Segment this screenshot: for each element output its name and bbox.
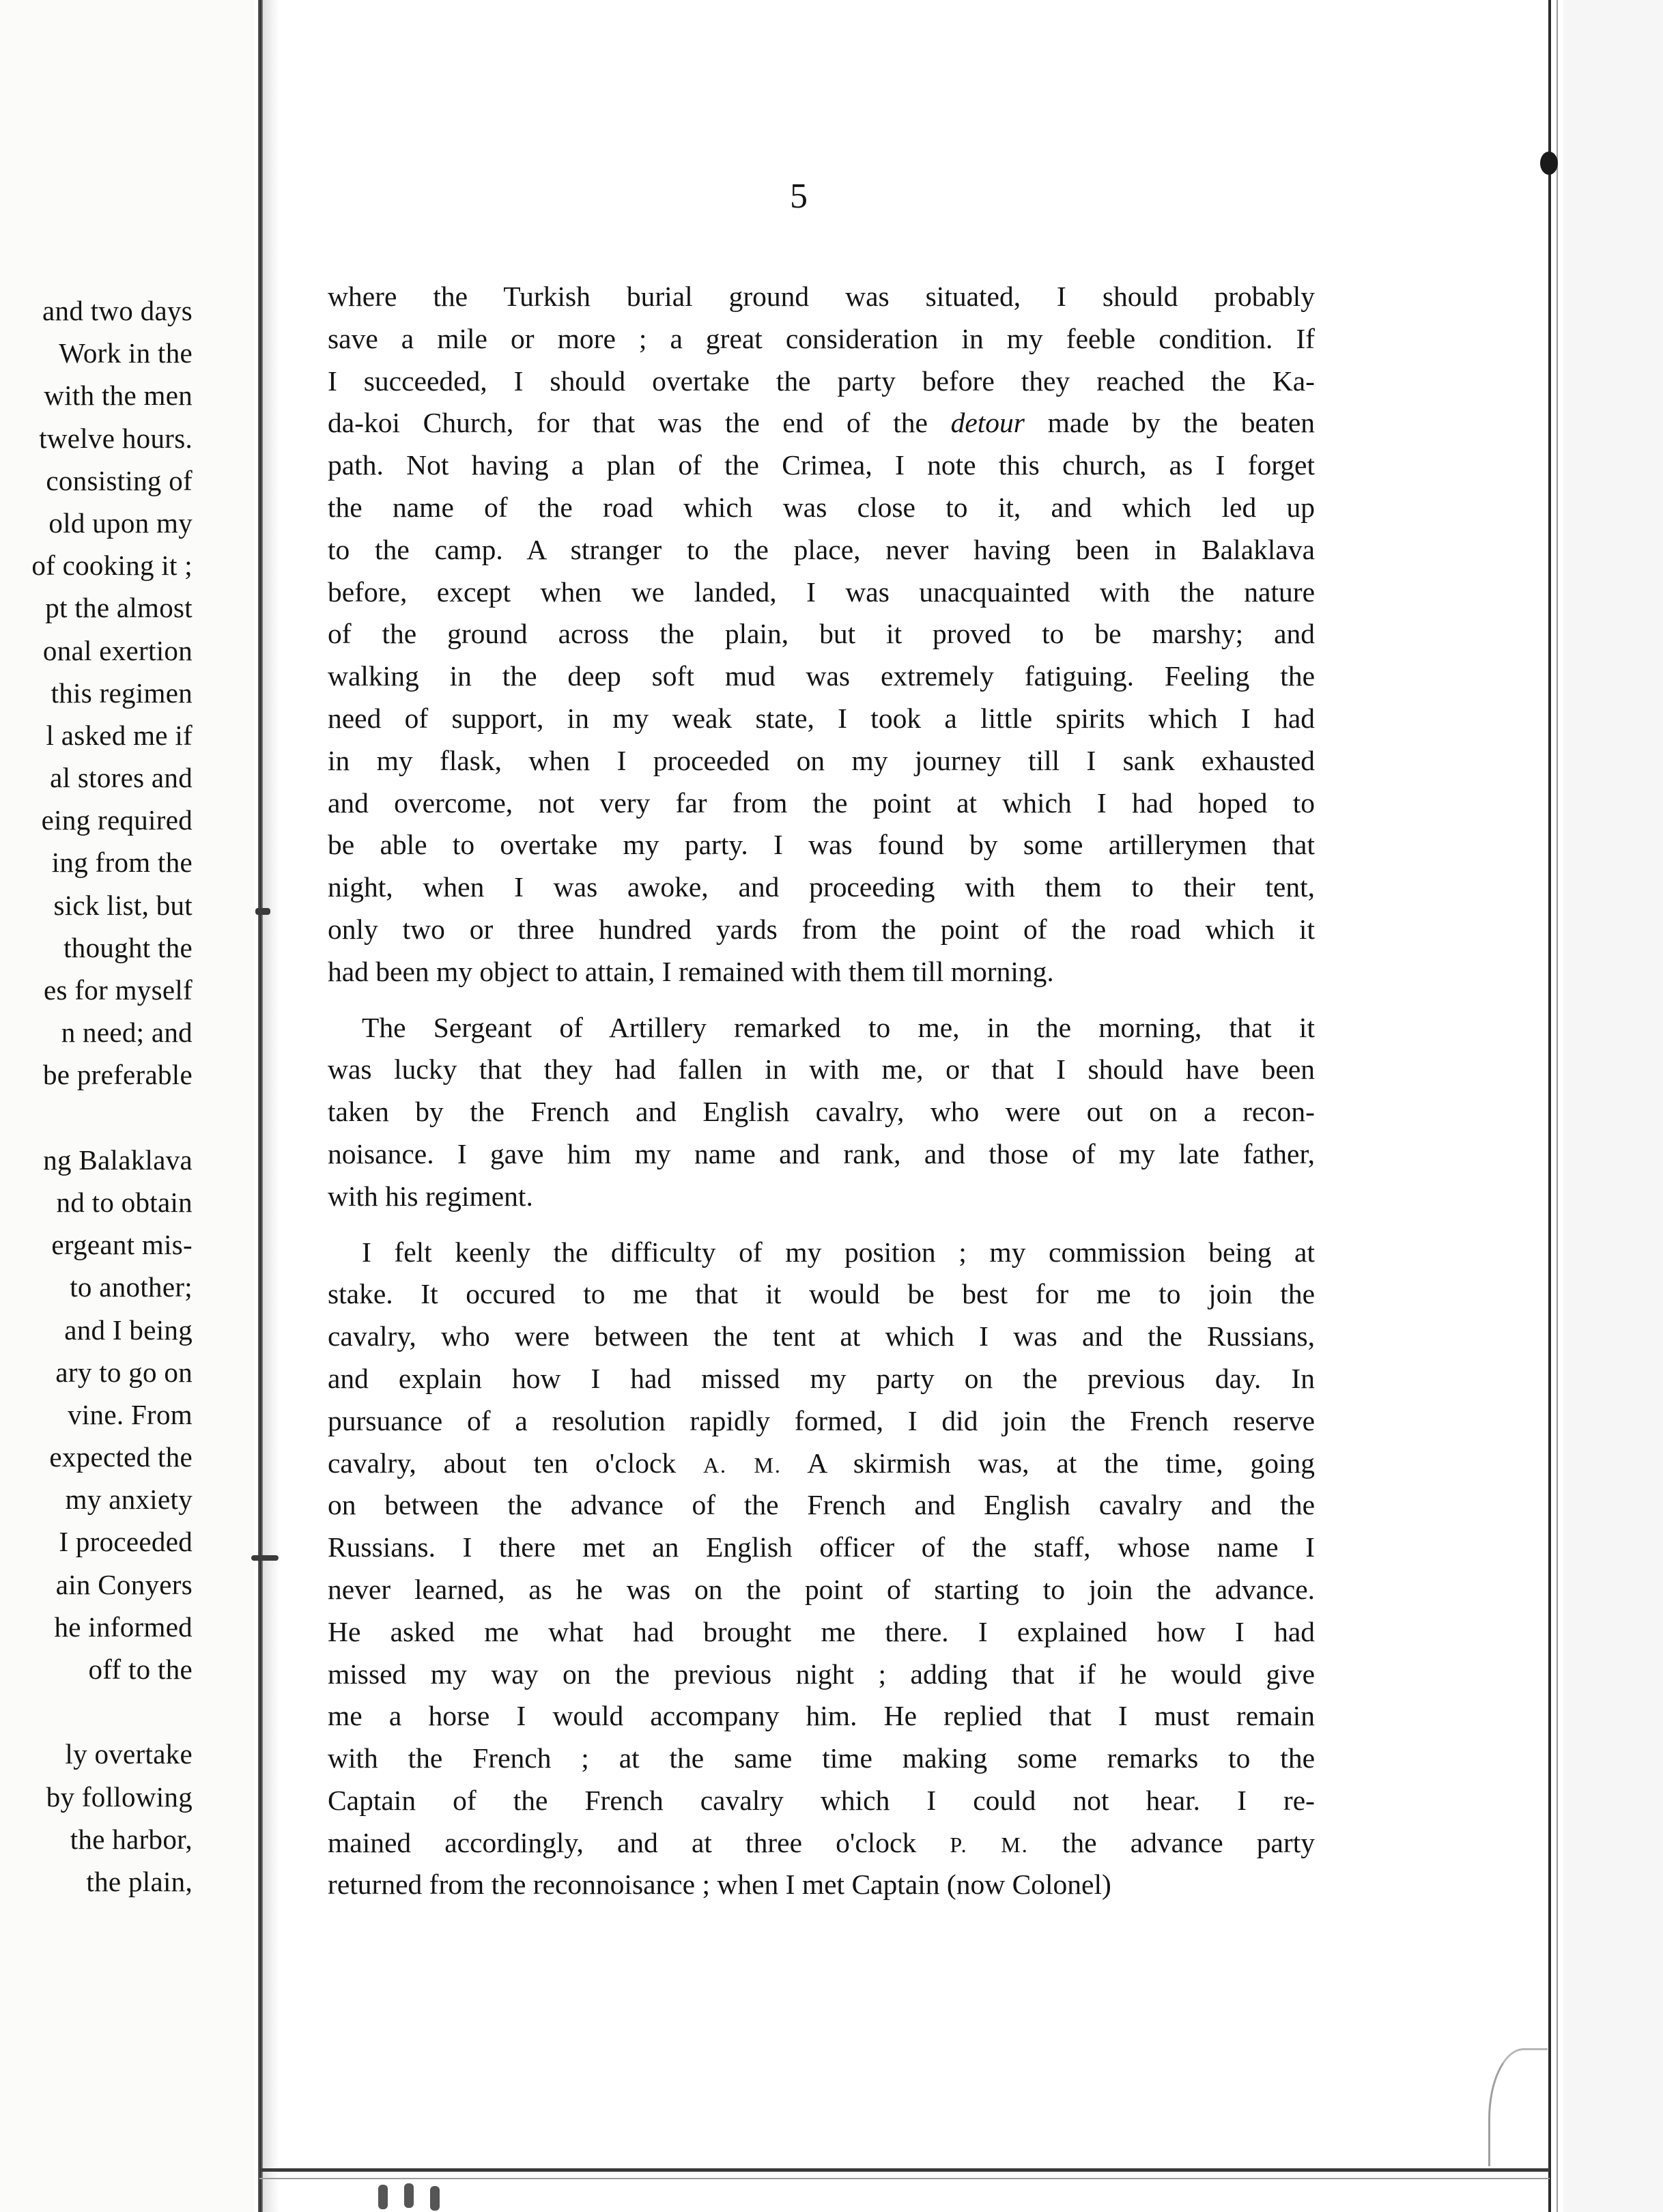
text-line: Captain of the French cavalry which I could not hear. I re- [328, 1784, 1315, 1816]
text-line: where the Turkish burial ground was situated, I should probably [328, 281, 1315, 312]
page-corner-curl [1488, 2048, 1548, 2166]
facing-page-line: sick list, but [53, 889, 193, 921]
text-line: da-koi Church, for that was the end of the detour made by the beaten [328, 407, 1315, 439]
facing-page-line: eing required [41, 804, 193, 836]
text-line: missed my way on the previous night ; adding that if he would give [328, 1658, 1315, 1690]
facing-page-line: ng Balaklava [43, 1144, 193, 1176]
text-line: on between the advance of the French and English cavalry and the [328, 1489, 1315, 1521]
binding-stitch-marks [374, 2183, 456, 2212]
facing-page-line: ly overtake [65, 1738, 193, 1770]
facing-page-line: old upon my [48, 507, 193, 539]
text-line: before, except when we landed, I was unacquainted with the nature [328, 576, 1315, 608]
facing-page-line: vine. From [68, 1398, 193, 1430]
gutter-shadow [263, 0, 279, 2212]
facing-page-line: my anxiety [65, 1484, 193, 1516]
text-line: mained accordingly, and at three o'clock P. M. the advance party [328, 1826, 1315, 1858]
facing-page-line: ergeant mis- [51, 1229, 193, 1261]
text-line: pursuance of a resolution rapidly formed, I did join the French reserve [328, 1404, 1315, 1436]
text-line: me a horse I would accompany him. He replied that I must remain [328, 1700, 1315, 1732]
paragraph [328, 276, 1315, 993]
facing-page-line: es for myself [44, 974, 193, 1006]
text-line: with the French ; at the same time making some remarks to the [328, 1742, 1315, 1774]
text-line: noisance. I gave him my name and rank, and those of my late father, [328, 1137, 1315, 1169]
text-line: and explain how I had missed my party on the previous day. In [328, 1362, 1315, 1394]
text-line: with his regiment. [328, 1180, 533, 1212]
facing-page-line: off to the [88, 1654, 193, 1685]
facing-page-line: and I being [64, 1314, 193, 1346]
facing-page-line: consisting of [46, 464, 193, 496]
facing-page-line: n need; and [61, 1017, 193, 1049]
text-line: The Sergeant of Artillery remarked to me, in the morning, that it [362, 1011, 1315, 1043]
facing-page-line: and two days [42, 295, 193, 326]
paragraph [328, 1007, 1315, 1218]
facing-page-line: l asked me if [46, 719, 193, 751]
text-line: was lucky that they had fallen in with me, or that I should have been [328, 1053, 1315, 1086]
text-line: save a mile or more ; a great consideration in my feeble condition. If [328, 322, 1315, 354]
facing-page-line: twelve hours. [39, 422, 193, 454]
text-line: the name of the road which was close to it, and which led up [328, 491, 1315, 523]
page-right-edge [1548, 0, 1551, 2212]
text-line: of the ground across the plain, but it proved to be marshy; and [328, 618, 1315, 650]
text-line: stake. It occured to me that it would be best for me to join the [328, 1278, 1315, 1310]
text-line: walking in the deep soft mud was extremely fatiguing. Feeling the [328, 660, 1315, 692]
binding-mark [251, 1555, 279, 1561]
body-text [328, 276, 1315, 1906]
text-line: I succeeded, I should overtake the party before they reached the Ka- [328, 365, 1315, 397]
facing-page-line: ain Conyers [55, 1568, 193, 1600]
facing-page-fragment [0, 0, 254, 2212]
facing-page-line [0, 1690, 193, 1733]
facing-page-line: by following [46, 1781, 193, 1813]
text-line: never learned, as he was on the point of starting to join the advance. [328, 1573, 1315, 1605]
facing-page-line: Work in the [59, 337, 193, 369]
text-line: cavalry, about ten o'clock A. M. A skirmish was, at the time, going [328, 1447, 1315, 1479]
facing-page-line: ary to go on [55, 1356, 193, 1388]
page-right-edge-inner [1557, 0, 1558, 2212]
facing-page-line: be preferable [43, 1059, 193, 1091]
facing-page-text [0, 289, 193, 1903]
text-line: to the camp. A stranger to the place, never having been in Balaklava [328, 533, 1315, 565]
facing-page-line: nd to obtain [56, 1186, 193, 1218]
facing-page-line: the plain, [86, 1865, 193, 1897]
facing-page-line: to another; [70, 1271, 193, 1303]
facing-page-line: onal exertion [42, 634, 193, 666]
facing-page-line: pt the almost [45, 592, 193, 624]
text-line: in my flask, when I proceeded on my journey till I sank exhausted [328, 744, 1315, 776]
text-line: had been my object to attain, I remained with them till morning. [328, 955, 1054, 987]
text-line: taken by the French and English cavalry, who were out on a recon- [328, 1096, 1315, 1128]
text-line: only two or three hundred yards from the point of the road which it [328, 913, 1315, 945]
text-line: be able to overtake my party. I was found by some artillerymen that [328, 829, 1315, 861]
text-line: Russians. I there met an English officer of the staff, whose name I [328, 1531, 1315, 1563]
facing-page-line: ing from the [51, 847, 193, 879]
scan-margin [1563, 0, 1663, 2212]
page-gutter [258, 0, 263, 2212]
text-line: He asked me what had brought me there. I explained how I had [328, 1615, 1315, 1647]
text-line: path. Not having a plan of the Crimea, I note this church, as I forget [328, 449, 1315, 481]
text-line: returned from the reconnoisance ; when I met Captain (now Colonel) [328, 1869, 1111, 1901]
text-line: I felt keenly the difficulty of my position ; my commission being at [362, 1236, 1315, 1268]
page-bottom-edge [259, 2168, 1550, 2172]
facing-page-line: expected the [49, 1441, 193, 1473]
text-line: night, when I was awoke, and proceeding with them to their tent, [328, 871, 1315, 903]
page-number: 5 [790, 177, 808, 216]
facing-page-line: with the men [44, 380, 193, 412]
facing-page-line: this regimen [51, 677, 193, 709]
text-line: cavalry, who were between the tent at which I was and the Russians, [328, 1320, 1315, 1352]
facing-page-line: thought the [63, 931, 193, 963]
facing-page-line: I proceeded [59, 1526, 193, 1558]
facing-page-line: al stores and [50, 762, 193, 794]
facing-page-line: the harbor, [70, 1823, 193, 1855]
text-line: and overcome, not very far from the point at which I had hoped to [328, 786, 1315, 819]
page-bottom-edge-inner [259, 2178, 1550, 2179]
facing-page-line: of cooking it ; [31, 550, 193, 582]
paragraph [328, 1232, 1315, 1907]
facing-page-line [0, 1096, 193, 1139]
binding-mark [255, 908, 270, 915]
text-line: need of support, in my weak state, I took a little spirits which I had [328, 702, 1315, 734]
ink-spot [1540, 152, 1558, 175]
facing-page-line: he informed [54, 1611, 193, 1643]
